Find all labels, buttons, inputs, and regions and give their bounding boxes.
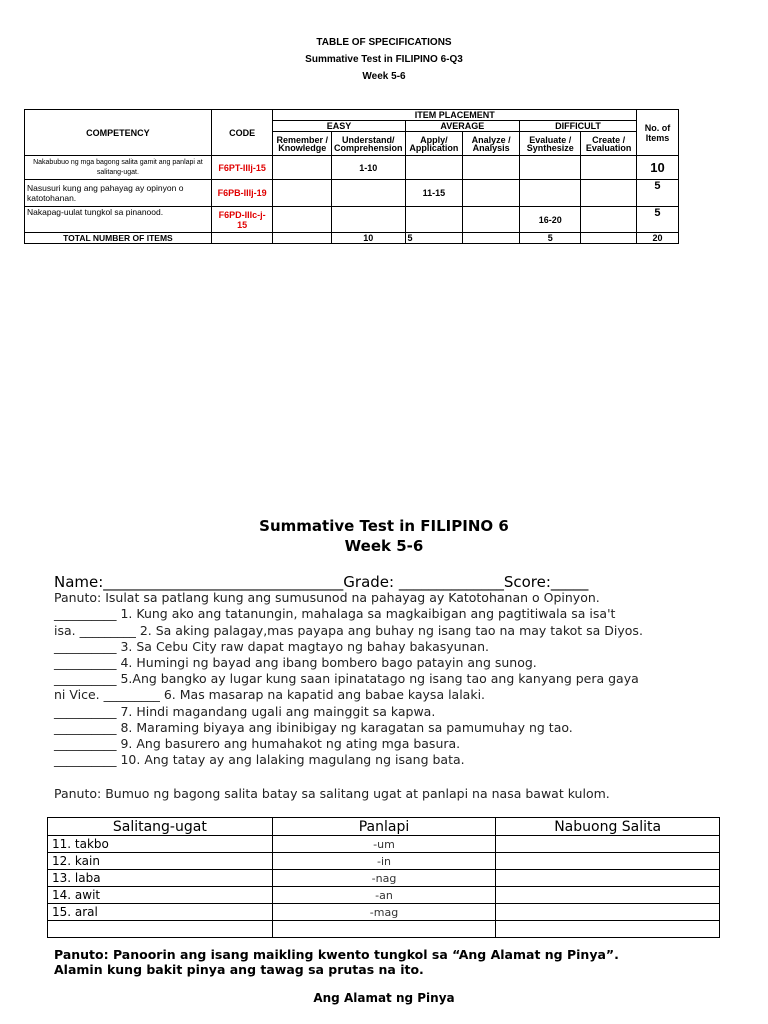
total-apply: 5 <box>405 233 463 244</box>
header-apply: Apply/ Application <box>405 132 463 156</box>
table-row <box>48 853 720 870</box>
affix: -um <box>272 836 496 853</box>
name-grade-score-line: Name:________________________________Grade: ______________Score:_____ <box>54 573 589 591</box>
competency-cell: Nakabubuo ng mga bagong salita gamit ang panlapi at salitang-ugat. <box>25 156 212 180</box>
empty-cell <box>272 921 496 938</box>
items-cell: 5 <box>636 207 678 233</box>
answer-cell[interactable] <box>496 853 720 870</box>
question-line: __________ 10. Ang tatay ay ang lalaking magulang ng isang bata. <box>54 752 465 767</box>
root-word: 13. laba <box>48 870 273 887</box>
code-cell: F6PD-IIIc-j-15 <box>211 207 273 233</box>
table-row <box>48 921 720 938</box>
answer-cell[interactable] <box>496 904 720 921</box>
panuto-2: Panuto: Bumuo ng bagong salita batay sa salitang ugat at panlapi na nasa bawat kulom. <box>54 786 610 801</box>
panuto-3-line-2: Alamin kung bakit pinya ang tawag sa prutas na ito. <box>54 962 424 977</box>
total-evaluate: 5 <box>520 233 581 244</box>
header-no-items: No. of Items <box>636 110 678 156</box>
tos-subtitle: Summative Test in FILIPINO 6-Q3 <box>305 54 463 65</box>
table-row <box>48 887 720 904</box>
total-row <box>25 233 679 244</box>
word-formation-table <box>47 817 720 938</box>
panuto-1: Panuto: Isulat sa patlang kung ang sumusunod na pahayag ay Katotohanan o Opinyon. <box>54 590 600 605</box>
total-understand: 10 <box>332 233 406 244</box>
header-analyze: Analyze / Analysis <box>463 132 520 156</box>
question-line: __________ 8. Maraming biyaya ang ibinibigay ng karagatan sa pamumuhay ng tao. <box>54 720 573 735</box>
competency-cell: Nakapag-uulat tungkol sa pinanood. <box>25 207 212 233</box>
table-row <box>48 836 720 853</box>
items-cell: 5 <box>636 180 678 207</box>
table-row <box>48 904 720 921</box>
empty-cell <box>48 921 273 938</box>
code-cell: F6PT-IIIj-15 <box>211 156 273 180</box>
header-difficult: DIFFICULT <box>520 121 637 132</box>
answer-cell[interactable] <box>496 887 720 904</box>
table-row <box>48 870 720 887</box>
question-line: __________ 1. Kung ako ang tatanungin, mahalaga sa magkaibigan ang pagtitiwala sa isa't <box>54 606 616 621</box>
header-nabuong-salita: Nabuong Salita <box>496 818 720 836</box>
header-create: Create / Evaluation <box>581 132 637 156</box>
table-row <box>25 207 679 233</box>
tos-week: Week 5-6 <box>362 71 406 82</box>
header-remember: Remember / Knowledge <box>273 132 332 156</box>
root-word: 15. aral <box>48 904 273 921</box>
root-word: 11. takbo <box>48 836 273 853</box>
question-line: __________ 3. Sa Cebu City raw dapat magtayo ng bahay bakasyunan. <box>54 639 490 654</box>
header-understand: Understand/ Comprehension <box>332 132 406 156</box>
header-panlapi: Panlapi <box>272 818 496 836</box>
header-easy: EASY <box>273 121 405 132</box>
code-cell: F6PB-IIIj-19 <box>211 180 273 207</box>
affix: -an <box>272 887 496 904</box>
affix: -nag <box>272 870 496 887</box>
competency-cell: Nasusuri kung ang pahayag ay opinyon o katotohanan. <box>25 180 212 207</box>
question-line: ni Vice. _________ 6. Mas masarap na kapatid ang babae kaysa lalaki. <box>54 687 486 702</box>
question-line: __________ 9. Ang basurero ang humahakot ng ating mga basura. <box>54 736 461 751</box>
question-line: isa. _________ 2. Sa aking palagay,mas payapa ang buhay ng isang tao na may takot sa Diyos. <box>54 623 643 638</box>
table-row <box>25 156 679 180</box>
evaluate-cell: 16-20 <box>520 207 581 233</box>
tos-table <box>24 109 679 244</box>
understand-cell: 1-10 <box>332 156 406 180</box>
question-line: __________ 4. Humingi ng bayad ang ibang bombero bago patayin ang sunog. <box>54 655 537 670</box>
header-salitang-ugat: Salitang-ugat <box>48 818 273 836</box>
panuto-3 <box>54 947 619 977</box>
header-average: AVERAGE <box>405 121 520 132</box>
empty-cell <box>496 921 720 938</box>
items-cell: 10 <box>636 156 678 180</box>
header-item-placement: ITEM PLACEMENT <box>273 110 636 121</box>
test-week: Week 5-6 <box>344 537 424 555</box>
root-word: 12. kain <box>48 853 273 870</box>
question-line: __________ 7. Hindi magandang ugali ang mainggit sa kapwa. <box>54 704 436 719</box>
header-evaluate: Evaluate / Synthesize <box>520 132 581 156</box>
apply-cell: 11-15 <box>405 180 463 207</box>
story-title: Ang Alamat ng Pinya <box>313 991 455 1005</box>
header-competency: COMPETENCY <box>25 110 212 156</box>
tos-title: TABLE OF SPECIFICATIONS <box>316 37 452 48</box>
header-code: CODE <box>211 110 273 156</box>
affix: -mag <box>272 904 496 921</box>
question-line: __________ 5.Ang bangko ay lugar kung saan ipinatatago ng isang tao ang kanyang pera gaya <box>54 671 639 686</box>
test-title: Summative Test in FILIPINO 6 <box>259 517 509 535</box>
answer-cell[interactable] <box>496 870 720 887</box>
answer-cell[interactable] <box>496 836 720 853</box>
root-word: 14. awit <box>48 887 273 904</box>
affix: -in <box>272 853 496 870</box>
table-row <box>25 180 679 207</box>
total-label: TOTAL NUMBER OF ITEMS <box>25 233 212 244</box>
panuto-3-line-1: Panuto: Panoorin ang isang maikling kwento tungkol sa “Ang Alamat ng Pinya”. <box>54 947 619 962</box>
total-items: 20 <box>636 233 678 244</box>
